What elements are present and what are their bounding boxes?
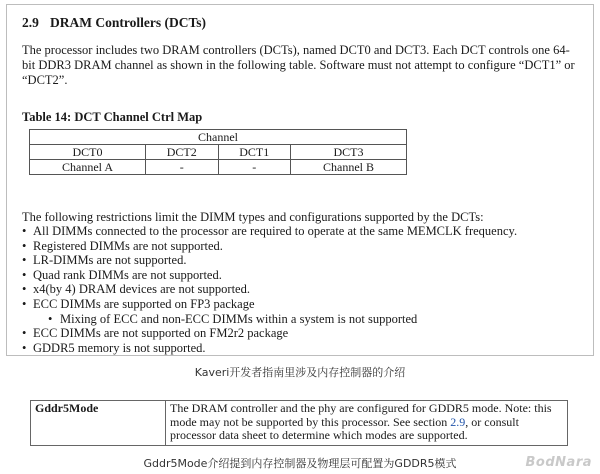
caption-gddr5-mode: Gddr5Mode介绍提到内存控制器及物理层可配置为GDDR5模式 [143, 457, 457, 470]
section-link[interactable]: 2.9 [450, 414, 466, 429]
list-item: • ECC DIMMs are supported on FP3 package [22, 297, 517, 312]
list-item: • LR-DIMMs are not supported. [22, 253, 517, 268]
table-group-header: Channel [30, 130, 407, 145]
table-cell: - [146, 160, 219, 175]
list-item: • All DIMMs connected to the processor are required to operate at the same MEMCLK frequency. [22, 224, 517, 239]
section-number: 2.9 [22, 15, 39, 30]
gddr5-desc-text: The DRAM controller and the phy are configured for GDDR5 mode. Note: this mode may not be supported by this processor. See section [170, 401, 552, 429]
gddr5-key-cell: Gddr5Mode [31, 401, 166, 446]
section-intro: The processor includes two DRAM controllers (DCTs), named DCT0 and DCT3. Each DCT controls one 64-bit DDR3 DRAM channel as shown in the following table. Software must not attempt to configure “DCT1” or “DCT2”. [22, 43, 575, 87]
watermark-logo: BodNara [525, 455, 592, 470]
table-header-cell: DCT2 [146, 145, 219, 160]
caption-kaveri-guide: Kaveri开发者指南里涉及内存控制器的介绍 [194, 366, 406, 379]
table-header-cell: DCT0 [30, 145, 146, 160]
table-cell: Channel A [30, 160, 146, 175]
list-item: • Registered DIMMs are not supported. [22, 239, 517, 254]
table-cell: Channel B [291, 160, 407, 175]
section-heading [22, 15, 206, 31]
list-item: • ECC DIMMs are not supported on FM2r2 package [22, 326, 517, 341]
gddr5-desc-text-end: , or consult processor data sheet to determine which modes are supported. [170, 414, 519, 442]
gddr5-mode-table [30, 400, 568, 446]
table-row [31, 401, 568, 446]
table-cell: - [218, 160, 291, 175]
table-header-row [30, 145, 407, 160]
document-excerpt-panel [6, 4, 594, 356]
gddr5-description-cell [166, 401, 568, 446]
table-title: Table 14: DCT Channel Ctrl Map [22, 110, 203, 124]
list-item: • GDDR5 memory is not supported. [22, 341, 517, 356]
table-row [30, 160, 407, 175]
dct-channel-table [29, 129, 407, 175]
table-header-cell: DCT3 [291, 145, 407, 160]
restrictions-list [22, 224, 517, 355]
table-group-header-row [30, 130, 407, 145]
list-subitem: • Mixing of ECC and non-ECC DIMMs within a system is not supported [22, 312, 517, 327]
section-title: DRAM Controllers (DCTs) [50, 15, 206, 30]
table-header-cell: DCT1 [218, 145, 291, 160]
list-item: • Quad rank DIMMs are not supported. [22, 268, 517, 283]
list-item: • x4(by 4) DRAM devices are not supported. [22, 282, 517, 297]
restrictions-heading: The following restrictions limit the DIMM types and configurations supported by the DCTs: [22, 210, 484, 224]
